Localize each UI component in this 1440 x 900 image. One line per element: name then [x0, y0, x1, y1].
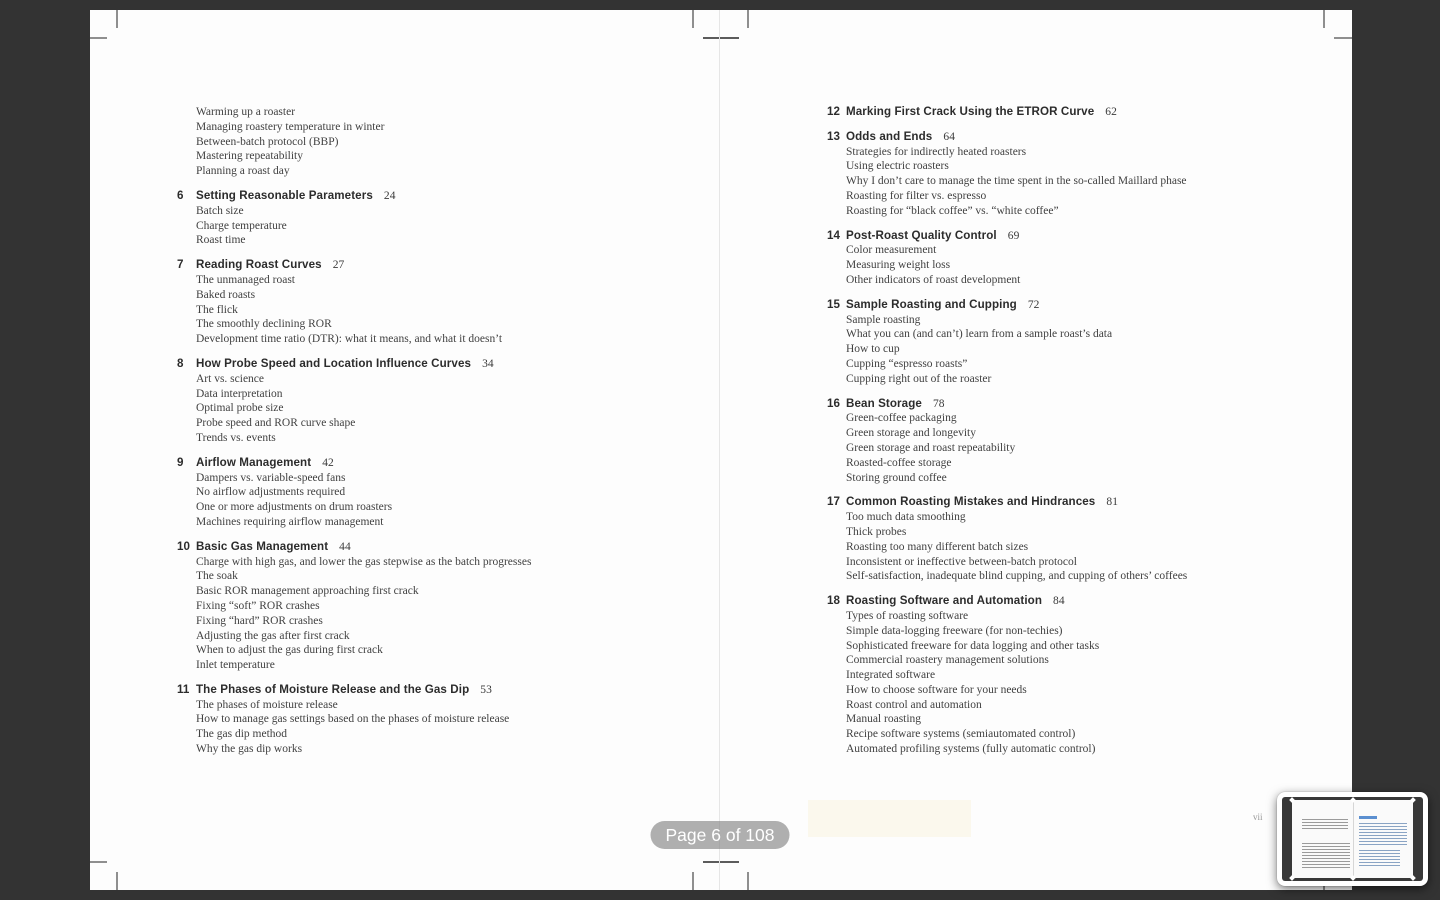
toc-subentry: Storing ground coffee [846, 471, 947, 484]
toc-subentry: When to adjust the gas during first crack [196, 644, 383, 657]
chapter-number: 6 [177, 188, 184, 202]
chapter-page-number: 84 [1053, 595, 1065, 608]
toc-subentry: Machines requiring airflow management [196, 515, 384, 528]
thumbnail-text-block [1302, 843, 1350, 869]
chapter-title: Basic Gas Management [196, 539, 329, 553]
crop-mark [703, 861, 739, 863]
toc-subentry: How to manage gas settings based on the phases of moisture release [196, 713, 510, 726]
toc-subentry: The soak [196, 570, 238, 583]
toc-subentry: Roasting for “black coffee” vs. “white coffee” [846, 204, 1059, 217]
chapter-page-number: 34 [482, 357, 494, 370]
chapter-number: 10 [177, 539, 191, 553]
chapter-number: 17 [827, 495, 841, 509]
toc-subentry: Cupping “espresso roasts” [846, 357, 968, 370]
thumbnail-corner-mark [1350, 875, 1356, 881]
toc-section [177, 682, 641, 757]
chapter-title: Sample Roasting and Cupping [846, 297, 1017, 311]
chapter-title: Common Roasting Mistakes and Hindrances [846, 495, 1096, 509]
crop-mark [703, 37, 739, 39]
toc-subentry: Automated profiling systems (fully automatic control) [846, 743, 1096, 756]
toc-section [177, 356, 641, 446]
thumbnail-corner-mark [1350, 797, 1356, 803]
thumbnail-text-block [1359, 823, 1407, 847]
toc-subentry: Why the gas dip works [196, 743, 303, 756]
crop-mark [692, 872, 694, 890]
toc-subentry: Self-satisfaction, inadequate blind cupping, and cupping of others’ coffees [846, 570, 1188, 583]
toc-section [827, 396, 1276, 486]
toc-subentry: No airflow adjustments required [196, 486, 346, 499]
chapter-page-number: 72 [1027, 298, 1040, 311]
chapter-number: 11 [177, 682, 190, 696]
toc-subentry: Color measurement [846, 244, 937, 257]
toc-subentry: Using electric roasters [846, 160, 949, 173]
thumbnail-dark-backdrop [1282, 797, 1423, 881]
toc-subentry: Basic ROR management approaching first crack [196, 585, 419, 598]
right-page-column [827, 105, 1276, 757]
highlight-region [808, 800, 971, 837]
chapter-heading [177, 455, 641, 471]
chapter-title: Post-Roast Quality Control [846, 228, 997, 242]
toc-subentry: Inlet temperature [196, 659, 275, 672]
toc-subentry: Green-coffee packaging [846, 412, 957, 425]
chapter-heading [177, 539, 641, 555]
toc-subentry: Sophisticated freeware for data logging and other tasks [846, 639, 1100, 652]
chapter-number: 14 [827, 228, 841, 242]
toc-subentry: Why I don’t care to manage the time spent in the so-called Maillard phase [846, 175, 1187, 188]
toc-subentry: Warming up a roaster [196, 106, 296, 118]
crop-mark [747, 10, 749, 28]
chapter-number: 15 [827, 297, 841, 311]
toc-subentry: Batch size [196, 204, 244, 217]
crop-mark [747, 872, 749, 890]
thumbnail-corner-mark [1289, 797, 1295, 803]
chapter-heading [827, 594, 1276, 609]
chapter-title: Marking First Crack Using the ETROR Curve [846, 105, 1095, 118]
toc-subentry: One or more adjustments on drum roasters [196, 501, 393, 514]
chapter-page-number: 44 [339, 540, 351, 553]
toc-section [177, 258, 641, 347]
toc-subentry: Trends vs. events [196, 431, 276, 444]
thumbnail-spread [1292, 800, 1413, 878]
toc-subentry: Adjusting the gas after first crack [196, 629, 350, 642]
crop-mark [90, 861, 107, 863]
toc-subentry: Managing roastery temperature in winter [196, 120, 385, 133]
toc-section [177, 188, 641, 248]
crop-mark [90, 37, 107, 39]
chapter-heading [827, 396, 1276, 412]
toc-subentry: Roasted-coffee storage [846, 456, 952, 469]
chapter-heading [177, 356, 641, 372]
chapter-page-number: 81 [1106, 496, 1119, 509]
toc-subentry: Strategies for indirectly heated roasters [846, 145, 1027, 158]
toc-subentry: Other indicators of roast development [846, 273, 1021, 286]
toc-subentry: Commercial roastery management solutions [846, 654, 1049, 667]
chapter-number: 7 [177, 258, 184, 272]
toc-subentry: Fixing “hard” ROR crashes [196, 614, 323, 627]
chapter-title: How Probe Speed and Location Influence Curves [196, 356, 472, 370]
toc-subentry: Optimal probe size [196, 402, 284, 415]
toc-subentry: The unmanaged roast [196, 273, 295, 286]
crop-mark [1334, 37, 1352, 39]
toc-subentry: The flick [196, 303, 238, 316]
toc-subentry: Recipe software systems (semiautomated control) [846, 728, 1076, 741]
toc-subentry: The gas dip method [196, 728, 288, 741]
toc-subentry: How to choose software for your needs [846, 683, 1027, 696]
toc-intro-block [196, 105, 641, 179]
chapter-number: 9 [177, 455, 184, 469]
toc-subentry: How to cup [846, 343, 900, 356]
chapter-heading [177, 188, 641, 204]
chapter-title: Roasting Software and Automation [846, 594, 1043, 608]
crop-mark [692, 10, 694, 28]
chapter-heading [827, 297, 1276, 313]
toc-subentry: Between-batch protocol (BBP) [196, 135, 339, 148]
chapter-heading [827, 495, 1276, 510]
spread-thumbnail[interactable] [1277, 792, 1428, 886]
toc-subentry: Development time ratio (DTR): what it means, and what it doesn’t [196, 333, 503, 346]
chapter-heading [177, 258, 641, 273]
toc-subentry: Roast time [196, 234, 246, 247]
chapter-title: Bean Storage [846, 396, 922, 410]
crop-mark [1323, 10, 1325, 28]
chapter-number: 8 [177, 356, 184, 370]
toc-section [827, 297, 1276, 387]
toc-subentry: Measuring weight loss [846, 259, 951, 272]
page-indicator: Page 6 of 108 [651, 821, 790, 849]
toc-section [177, 539, 641, 673]
chapter-page-number: 24 [383, 189, 396, 202]
chapter-title: Setting Reasonable Parameters [196, 188, 373, 202]
chapter-number: 13 [827, 129, 841, 143]
toc-subentry: Baked roasts [196, 288, 256, 301]
page-fold-line [719, 10, 720, 890]
toc-subentry: Thick probes [846, 525, 907, 538]
toc-subentry: Too much data smoothing [846, 511, 966, 524]
toc-subentry: Manual roasting [846, 713, 922, 726]
chapter-number: 18 [827, 594, 841, 608]
toc-subentry: Sample roasting [846, 313, 921, 326]
chapter-title: Reading Roast Curves [196, 258, 322, 272]
toc-subentry: Charge temperature [196, 219, 287, 232]
toc-subentry: Green storage and roast repeatability [846, 441, 1016, 454]
chapter-page-number: 27 [332, 259, 345, 272]
thumbnail-text-block [1359, 850, 1400, 868]
chapter-number: 16 [827, 396, 841, 410]
crop-mark [116, 872, 118, 890]
toc-section [177, 455, 641, 530]
thumbnail-fold-line [1353, 800, 1354, 878]
chapter-page-number: 64 [943, 130, 956, 143]
toc-subentry: The phases of moisture release [196, 698, 338, 711]
chapter-title: The Phases of Moisture Release and the Gas Dip [196, 682, 470, 696]
chapter-heading [827, 228, 1276, 244]
toc-subentry: Integrated software [846, 669, 936, 682]
toc-subentry: Fixing “soft” ROR crashes [196, 599, 320, 612]
chapter-title: Odds and Ends [846, 129, 933, 143]
toc-subentry: Cupping right out of the roaster [846, 372, 992, 385]
toc-subentry: Roasting for filter vs. espresso [846, 189, 987, 202]
toc-subentry: Mastering repeatability [196, 150, 303, 163]
toc-subentry: Inconsistent or ineffective between-batch protocol [846, 555, 1077, 568]
thumbnail-text-block [1302, 819, 1348, 831]
toc-subentry: Charge with high gas, and lower the gas stepwise as the batch progresses [196, 555, 532, 568]
thumbnail-corner-mark [1410, 797, 1416, 803]
toc-subentry: Simple data-logging freeware (for non-techies) [846, 624, 1063, 637]
toc-subentry: What you can (and can’t) learn from a sample roast’s data [846, 328, 1113, 341]
toc-subentry: Planning a roast day [196, 165, 290, 178]
chapter-page-number: 42 [322, 456, 334, 469]
toc-section [827, 495, 1276, 584]
thumbnail-toc-heading [1359, 816, 1377, 819]
toc-subentry: Roast control and automation [846, 698, 982, 711]
chapter-number: 12 [827, 105, 841, 118]
chapter-title: Airflow Management [196, 455, 312, 469]
thumbnail-corner-mark [1410, 875, 1416, 881]
toc-section [827, 105, 1276, 120]
chapter-heading [827, 129, 1276, 145]
toc-subentry: Roasting too many different batch sizes [846, 540, 1029, 553]
chapter-heading [827, 105, 1276, 120]
left-page-column [177, 105, 641, 757]
folio-page-number: vii [1253, 812, 1263, 822]
toc-subentry: Dampers vs. variable-speed fans [196, 471, 346, 484]
toc-subentry: Types of roasting software [846, 609, 969, 622]
toc-subentry: The smoothly declining ROR [196, 318, 332, 331]
pdf-spread-page [90, 10, 1352, 890]
chapter-page-number: 62 [1105, 106, 1117, 118]
toc-section [827, 129, 1276, 219]
chapter-page-number: 53 [480, 683, 492, 696]
toc-subentry: Art vs. science [196, 372, 265, 385]
toc-subentry: Green storage and longevity [846, 427, 976, 440]
toc-subentry: Probe speed and ROR curve shape [196, 417, 356, 430]
toc-section [827, 228, 1276, 288]
chapter-page-number: 69 [1007, 229, 1020, 242]
chapter-page-number: 78 [932, 397, 945, 410]
chapter-heading [177, 682, 641, 698]
toc-section [827, 594, 1276, 757]
crop-mark [116, 10, 118, 28]
thumbnail-corner-mark [1289, 875, 1295, 881]
toc-subentry: Data interpretation [196, 387, 283, 400]
